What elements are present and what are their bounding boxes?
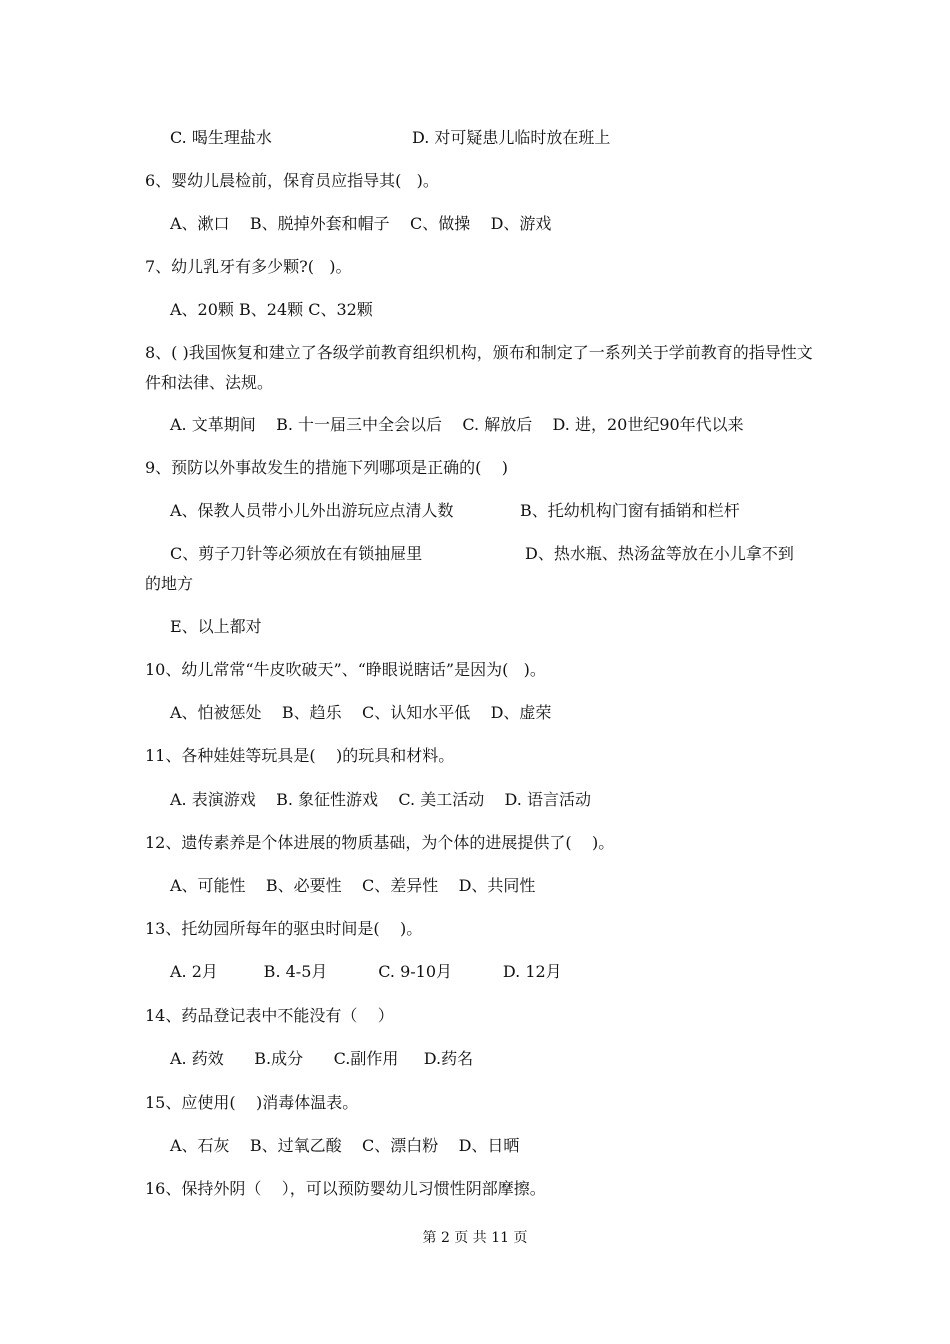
q11-stem: 11、各种娃娃等玩具是( )的玩具和材料。 <box>145 746 455 765</box>
q16-stem: 16、保持外阴（ ），可以预防婴幼儿习惯性阴部摩擦。 <box>145 1179 546 1198</box>
q9-stem: 9、预防以外事故发生的措施下列哪项是正确的( ) <box>145 458 509 477</box>
q9-option-c: C、剪子刀针等必须放在有锁抽屉里 <box>170 544 423 563</box>
q9-option-e: E、以上都对 <box>170 617 262 636</box>
q12-stem: 12、遗传素养是个体进展的物质基础，为个体的进展提供了( )。 <box>145 833 615 852</box>
q7-stem: 7、幼儿乳牙有多少颗?( )。 <box>145 257 352 276</box>
q14-stem: 14、药品登记表中不能没有（ ） <box>145 1006 394 1025</box>
q9-option-d: D、热水瓶、热汤盆等放在小儿拿不到 <box>525 544 794 563</box>
q15-options: A、石灰 B、过氧乙酸 C、漂白粉 D、日晒 <box>170 1136 520 1155</box>
q6-options: A、漱口 B、脱掉外套和帽子 C、做操 D、游戏 <box>170 214 552 233</box>
q14-options: A. 药效 B.成分 C.副作用 D.药名 <box>170 1049 474 1068</box>
q8-stem: 8、( )我国恢复和建立了各级学前教育组织机构，颁布和制定了一系列关于学前教育的指导性文件和法律、法规。 <box>145 343 813 392</box>
q9-option-d-continued: 的地方 <box>145 574 194 593</box>
q13-options: A. 2月 B. 4-5月 C. 9-10月 D. 12月 <box>170 962 562 981</box>
q7-options: A、20颗 B、24颗 C、32颗 <box>170 300 373 319</box>
q13-stem: 13、托幼园所每年的驱虫时间是( )。 <box>145 919 423 938</box>
q10-stem: 10、幼儿常常“牛皮吹破天”、“睁眼说瞎话”是因为( )。 <box>145 660 546 679</box>
q5-option-c: C. 喝生理盐水 <box>170 128 272 147</box>
page-footer: 第 2 页 共 11 页 <box>422 1230 528 1246</box>
q12-options: A、可能性 B、必要性 C、差异性 D、共同性 <box>170 876 536 895</box>
q15-stem: 15、应使用( )消毒体温表。 <box>145 1093 359 1112</box>
q5-option-d: D. 对可疑患儿临时放在班上 <box>412 128 611 147</box>
q9-option-a: A、保教人员带小儿外出游玩应点清人数 <box>170 501 454 520</box>
q9-option-b: B、托幼机构门窗有插销和栏杆 <box>520 501 740 520</box>
q8-options: A. 文革期间 B. 十一届三中全会以后 C. 解放后 D. 进，20世纪90年代以来 <box>170 415 744 434</box>
q11-options: A. 表演游戏 B. 象征性游戏 C. 美工活动 D. 语言活动 <box>170 790 591 809</box>
q10-options: A、怕被惩处 B、趋乐 C、认知水平低 D、虚荣 <box>170 703 552 722</box>
q6-stem: 6、婴幼儿晨检前，保育员应指导其( )。 <box>145 171 439 190</box>
